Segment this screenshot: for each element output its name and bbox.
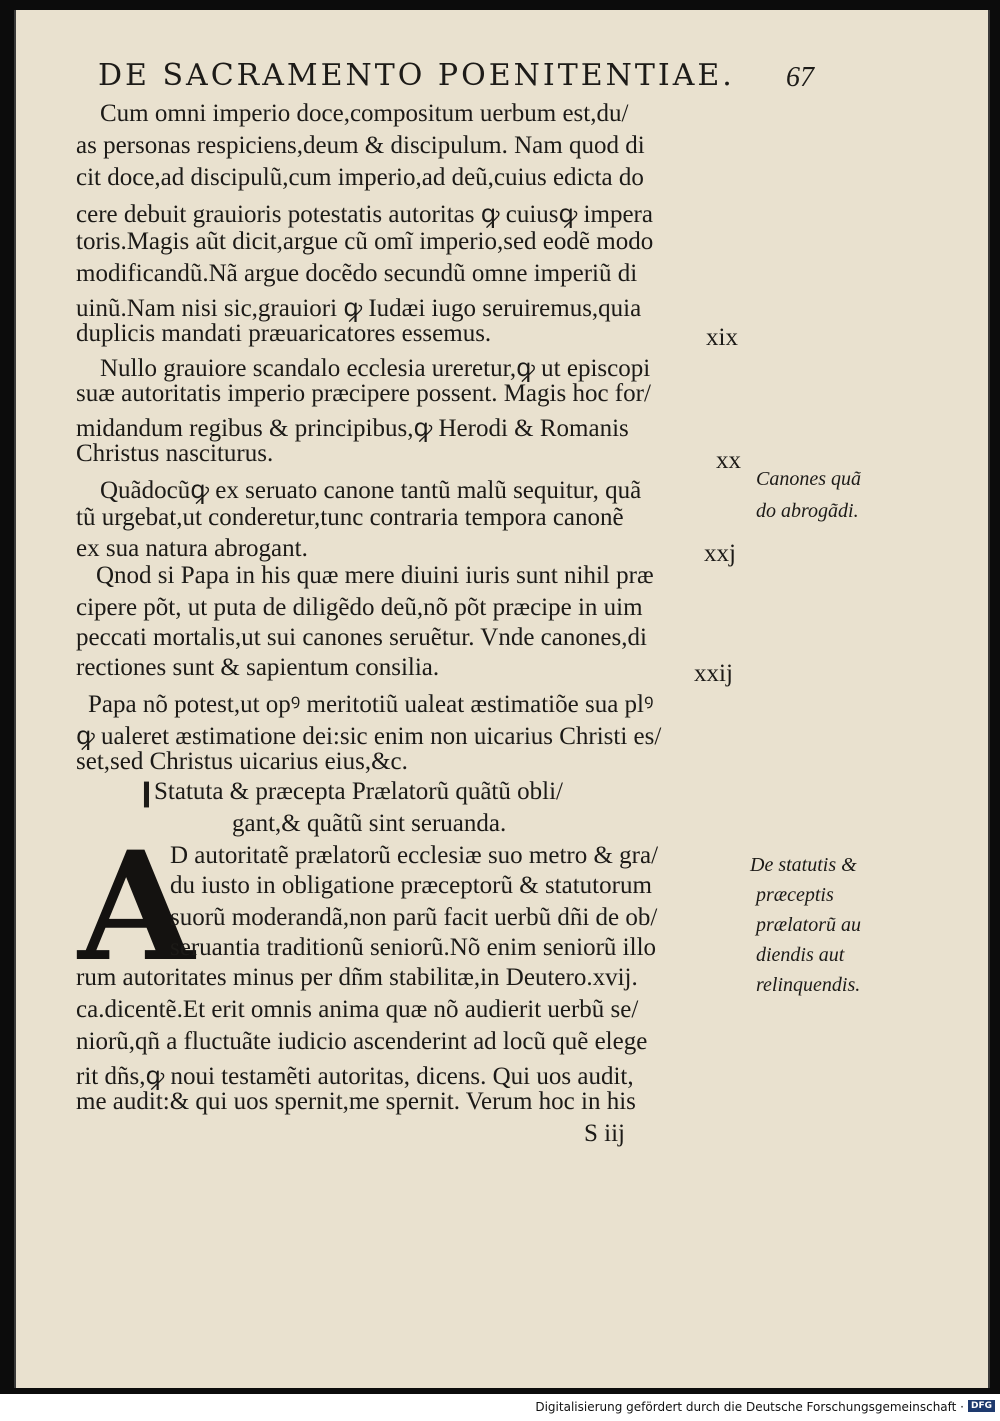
text-line: duplicis mandati præuaricatores essemus. [76, 320, 492, 347]
text-line: Qnod si Papa in his quæ mere diuini iuris sunt nihil præ [96, 562, 654, 589]
margin-note-line: præceptis [756, 884, 834, 906]
margin-note-line: diendis aut [756, 944, 845, 966]
text-line: set,sed Christus uicarius eius,&c. [76, 748, 408, 775]
thesis-numeral: xxij [694, 660, 733, 687]
margin-note-line: relinquendis. [756, 974, 861, 996]
text-line: rit dñs,ꝙ noui testamẽti autoritas, dicens. Qui uos audit, [76, 1063, 634, 1090]
text-line: midandum regibus & principibus,ꝙ Herodi & Romanis [76, 415, 629, 442]
text-line: Christus nasciturus. [76, 440, 274, 467]
text-line: peccati mortalis,ut sui canones seruẽtur. Vnde canones,di [76, 624, 647, 651]
text-line: ex sua natura abrogant. [76, 535, 308, 562]
text-line: niorũ,qñ a fluctuãte iudicio ascenderint ad locũ quẽ elege [76, 1028, 648, 1055]
text-line: suorũ moderandã,non parũ facit uerbũ dñi de ob/ [170, 904, 658, 931]
page-number: 67 [786, 62, 814, 93]
heading-mark-icon: ❙ [136, 780, 157, 807]
text-line: Cum omni imperio doce,compositum uerbum est,du/ [100, 100, 629, 127]
text-line: cipere põt, ut puta de diligẽdo deũ,nõ põt præcipe in uim [76, 594, 643, 621]
funding-credit: Digitalisierung gefördert durch die Deutsche Forschungsgemeinschaft · [535, 1400, 964, 1414]
text-line: suæ autoritatis imperio præcipere possent. Magis hoc for/ [76, 380, 651, 407]
margin-note-line: Canones quã [756, 468, 861, 490]
text-line: ꝙ ualeret æstimatione dei:sic enim non uicarius Christi es/ [76, 723, 662, 750]
text-line: rum autoritates minus per dñm stabilitæ,in Deutero.xvij. [76, 964, 638, 991]
dfg-logo-icon: DFG [968, 1400, 995, 1412]
text-line: Quãdocũꝙ ex seruato canone tantũ malũ sequitur, quã [100, 477, 642, 504]
text-line: D autoritatẽ prælatorũ ecclesiæ suo metro & gra/ [170, 842, 659, 869]
text-line: toris.Magis aũt dicit,argue cũ omĩ imperio,sed eodẽ modo [76, 228, 654, 255]
section-heading: Statuta & præcepta Prælatorũ quãtũ obli/ [154, 778, 563, 805]
drop-cap: A [78, 819, 195, 995]
text-line: uinũ.Nam nisi sic,grauiori ꝙ Iudæi iugo seruiremus,quia [76, 295, 642, 322]
text-line: cit doce,ad discipulũ,cum imperio,ad deũ,cuius edicta do [76, 164, 644, 191]
margin-note-line: De statutis & [750, 854, 857, 876]
text-line: Papa nõ potest,ut opꝰ meritotiũ ualeat æstimatiõe sua plꝰ [88, 691, 654, 718]
text-line: me audit:& qui uos spernit,me spernit. Verum hoc in his [76, 1088, 636, 1115]
thesis-numeral: xx [716, 447, 741, 474]
text-line: modificandũ.Nã argue docẽdo secundũ omne imperiũ di [76, 260, 638, 287]
thesis-numeral: xxj [704, 540, 736, 567]
section-heading: gant,& quãtũ sint seruanda. [232, 810, 507, 837]
text-line: ca.dicentẽ.Et erit omnis anima quæ nõ audierit uerbũ se/ [76, 996, 639, 1023]
margin-note-line: prælatorũ au [756, 914, 862, 936]
text-line: cere debuit grauioris potestatis autoritas ꝙ cuiusꝙ impera [76, 201, 653, 228]
running-title: DE SACRAMENTO POENITENTIAE. [98, 58, 735, 93]
margin-note-line: do abrogãdi. [756, 500, 859, 522]
thesis-numeral: xix [706, 324, 738, 351]
text-line: as personas respiciens,deum & discipulum. Nam quod di [76, 132, 645, 159]
text-line: Nullo grauiore scandalo ecclesia ureretur,ꝙ ut episcopi [100, 355, 651, 382]
text-line: tũ urgebat,ut conderetur,tunc contraria tempora canonẽ [76, 504, 624, 531]
text-line: du iusto in obligatione præceptorũ & statutorum [170, 872, 652, 899]
text-line: rectiones sunt & sapientum consilia. [76, 654, 440, 681]
signature-mark: S iij [584, 1120, 625, 1147]
text-line: seruantia traditionũ seniorũ.Nõ enim seniorũ illo [170, 934, 657, 961]
